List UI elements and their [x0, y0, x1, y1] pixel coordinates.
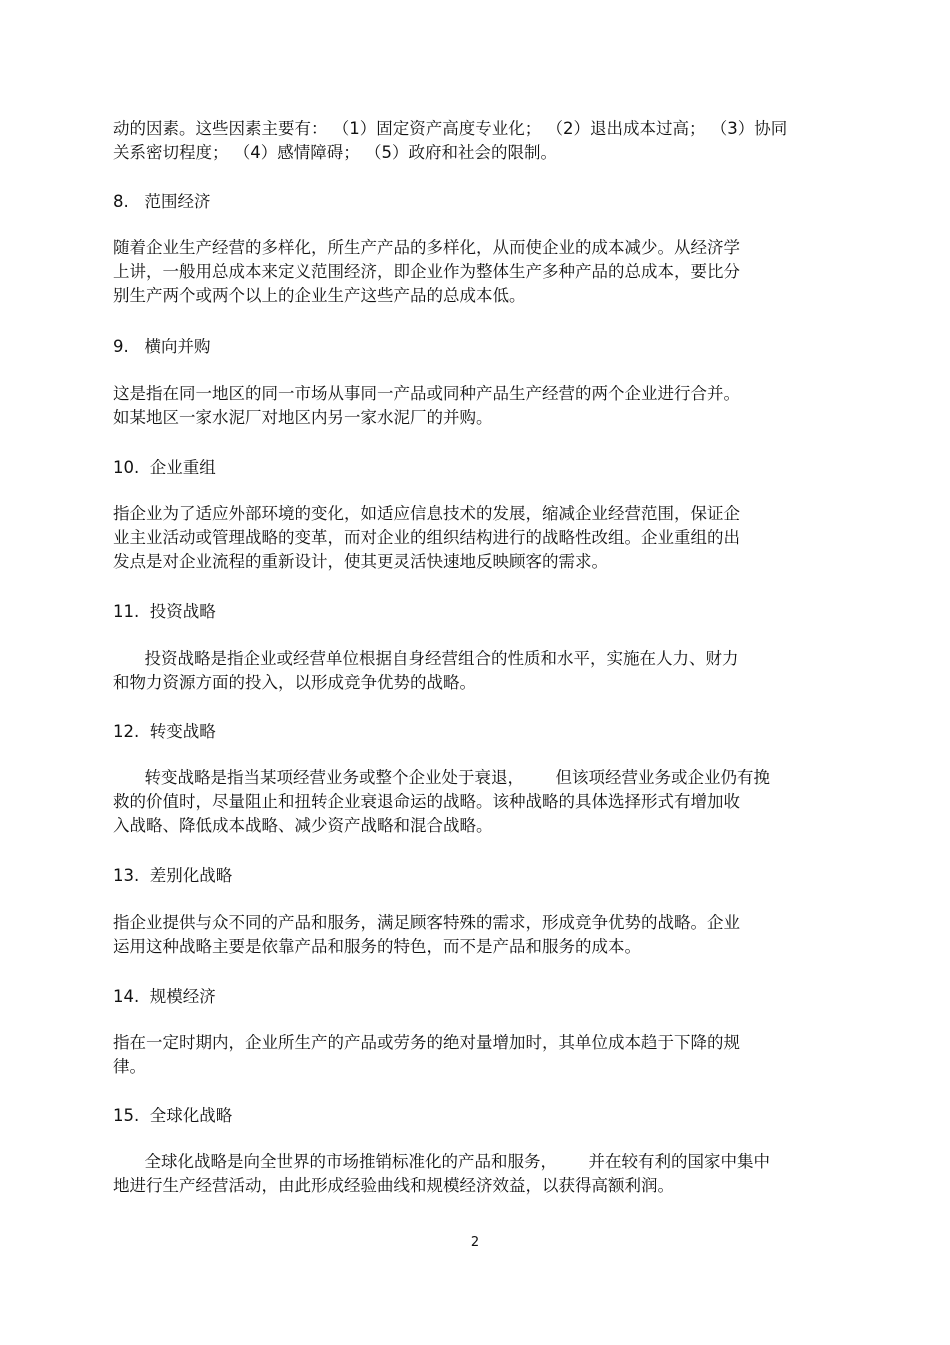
- paragraph-line: 救的价值时，尽量阻止和扭转企业衰退命运的战略。该种战略的具体选择形式有增加收: [113, 792, 740, 811]
- section-heading: 12. 转变战略: [113, 722, 216, 741]
- paragraph-line: 如某地区一家水泥厂对地区内另一家水泥厂的并购。: [113, 408, 493, 427]
- paragraph-line: 转变战略是指当某项经营业务或整个企业处于衰退， 但该项经营业务或企业仍有挽: [113, 768, 770, 787]
- paragraph-line: 关系密切程度； （4）感情障碍； （5）政府和社会的限制。: [113, 143, 557, 162]
- paragraph-8: [113, 236, 843, 308]
- paragraph-line: 别生产两个或两个以上的企业生产这些产品的总成本低。: [113, 286, 526, 305]
- paragraph-line: 业主业活动或管理战略的变革，而对企业的组织结构进行的战略性改组。企业重组的出: [113, 528, 740, 547]
- section-heading-14: [113, 985, 843, 1009]
- paragraph-10: [113, 502, 843, 574]
- paragraph-line: 地进行生产经营活动，由此形成经验曲线和规模经济效益，以获得高额利润。: [113, 1176, 674, 1195]
- paragraph-line: 全球化战略是向全世界的市场推销标准化的产品和服务， 并在较有利的国家中集中: [113, 1152, 770, 1171]
- paragraph-14: [113, 1031, 843, 1079]
- paragraph-12: [113, 766, 843, 838]
- paragraph-9: [113, 382, 843, 430]
- section-heading-8: [113, 190, 843, 214]
- section-heading: 9. 横向并购: [113, 337, 211, 356]
- section-heading: 13. 差别化战略: [113, 866, 233, 885]
- paragraph-line: 动的因素。这些因素主要有： （1）固定资产高度专业化； （2）退出成本过高； （3）协同: [113, 119, 788, 138]
- paragraph-line: 入战略、降低成本战略、减少资产战略和混合战略。: [113, 816, 493, 835]
- section-heading: 14. 规模经济: [113, 987, 216, 1006]
- section-heading-9: [113, 335, 843, 359]
- section-heading: 8. 范围经济: [113, 192, 211, 211]
- section-heading-11: [113, 600, 843, 624]
- paragraph-13: [113, 911, 843, 959]
- page-number: 2: [470, 1235, 480, 1250]
- section-heading-10: [113, 456, 843, 480]
- paragraph-line: 投资战略是指企业或经营单位根据自身经营组合的性质和水平，实施在人力、财力: [113, 649, 739, 668]
- section-heading: 11. 投资战略: [113, 602, 216, 621]
- section-heading: 10. 企业重组: [113, 458, 216, 477]
- paragraph-15: [113, 1150, 843, 1198]
- paragraph-line: 和物力资源方面的投入，以形成竞争优势的战略。: [113, 673, 476, 692]
- paragraph-line: 这是指在同一地区的同一市场从事同一产品或同种产品生产经营的两个企业进行合并。: [113, 384, 740, 403]
- paragraph-line: 律。: [113, 1057, 146, 1076]
- paragraph-line: 指企业为了适应外部环境的变化，如适应信息技术的发展，缩减企业经营范围，保证企: [113, 504, 740, 523]
- paragraph-line: 运用这种战略主要是依靠产品和服务的特色，而不是产品和服务的成本。: [113, 937, 641, 956]
- section-heading-15: [113, 1104, 843, 1128]
- paragraph-line: 发点是对企业流程的重新设计，使其更灵活快速地反映顾客的需求。: [113, 552, 608, 571]
- paragraph-line: 随着企业生产经营的多样化，所生产产品的多样化，从而使企业的成本减少。从经济学: [113, 238, 740, 257]
- section-heading-13: [113, 864, 843, 888]
- section-heading: 15. 全球化战略: [113, 1106, 233, 1125]
- section-heading-12: [113, 720, 843, 744]
- paragraph-line: 指企业提供与众不同的产品和服务，满足顾客特殊的需求，形成竞争优势的战略。企业: [113, 913, 740, 932]
- paragraph-line: 上讲，一般用总成本来定义范围经济，即企业作为整体生产多种产品的总成本，要比分: [113, 262, 740, 281]
- paragraph-line: 指在一定时期内，企业所生产的产品或劳务的绝对量增加时，其单位成本趋于下降的规: [113, 1033, 740, 1052]
- paragraph-11: [113, 647, 843, 695]
- paragraph-continuation: [113, 117, 843, 165]
